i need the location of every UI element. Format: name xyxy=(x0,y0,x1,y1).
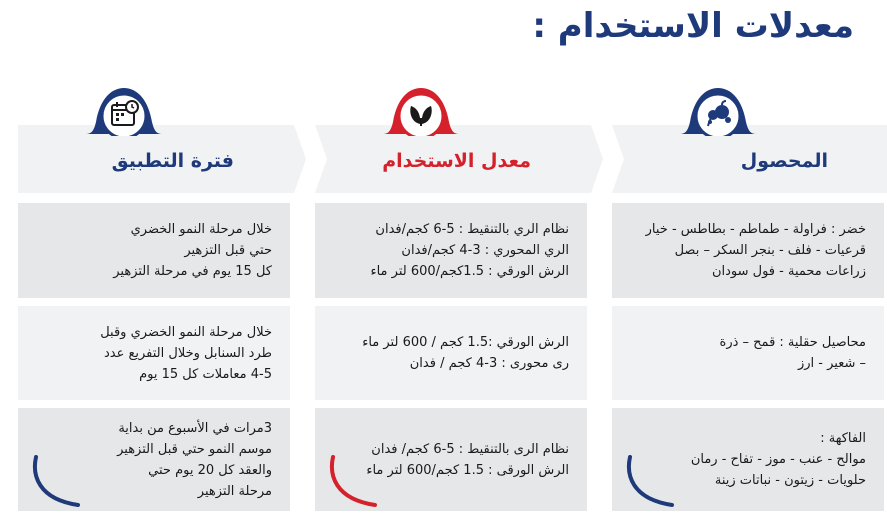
header-badge xyxy=(72,86,176,136)
cell-period-2: خلال مرحلة النمو الخضري وقبل طرد السنابل وخلال التفريع عدد 4-5 معاملات كل 15 يوم xyxy=(18,306,290,400)
header-badge xyxy=(369,86,473,136)
decorative-arc xyxy=(32,455,82,511)
column-header-label: معدل الاستخدام xyxy=(382,150,531,172)
fruit-basket-icon xyxy=(702,98,734,130)
decorative-arc xyxy=(329,455,379,511)
cell-rate-2: الرش الورقي :1.5 كجم / 600 لتر ماء رى محورى : 3-4 كجم / فدان xyxy=(315,306,587,400)
column-header-label: المحصول xyxy=(740,150,828,172)
column-crop xyxy=(594,0,887,519)
page-title: معدلات الاستخدام : xyxy=(532,6,854,46)
cell-period-1: خلال مرحلة النمو الخضري حتي قبل التزهير كل 15 يوم في مرحلة التزهير xyxy=(18,203,290,298)
cell-rate-3: نظام الرى بالتنقيط : 5-6 كجم/ فدان الرش الورقى : 1.5 كجم/600 لتر ماء xyxy=(315,408,587,511)
header-badge xyxy=(666,86,770,136)
column-header-label: فترة التطبيق xyxy=(111,150,234,172)
cell-crop-field: محاصيل حقلية : قمح – ذرة – شعير - ارز xyxy=(612,306,884,400)
leaf-icon xyxy=(405,98,437,130)
calendar-clock-icon xyxy=(108,98,140,130)
cell-period-3: 3مرات في الأسبوع من بداية موسم النمو حتي قبل التزهير والعقد كل 20 يوم حتي مرحلة التزهير xyxy=(18,408,290,511)
column-rate xyxy=(297,0,593,519)
cell-crop-vegetables: خضر : فراولة - طماطم - بطاطس - خيار قرعيات - فلف - بنجر السكر – بصل زراعات محمية - فول سودان xyxy=(612,203,884,298)
cell-rate-1: نظام الري بالتنقيط : 5-6 كجم/فدان الري المحوري : 3-4 كجم/فدان الرش الورقي : 1.5كجم/600 لتر ماء xyxy=(315,203,587,298)
cell-crop-fruit: الفاكهة : موالح - عنب - موز - تفاح - رمان حلويات - زيتون - نباتات زينة xyxy=(612,408,884,511)
column-period xyxy=(0,0,296,519)
decorative-arc xyxy=(626,455,676,511)
